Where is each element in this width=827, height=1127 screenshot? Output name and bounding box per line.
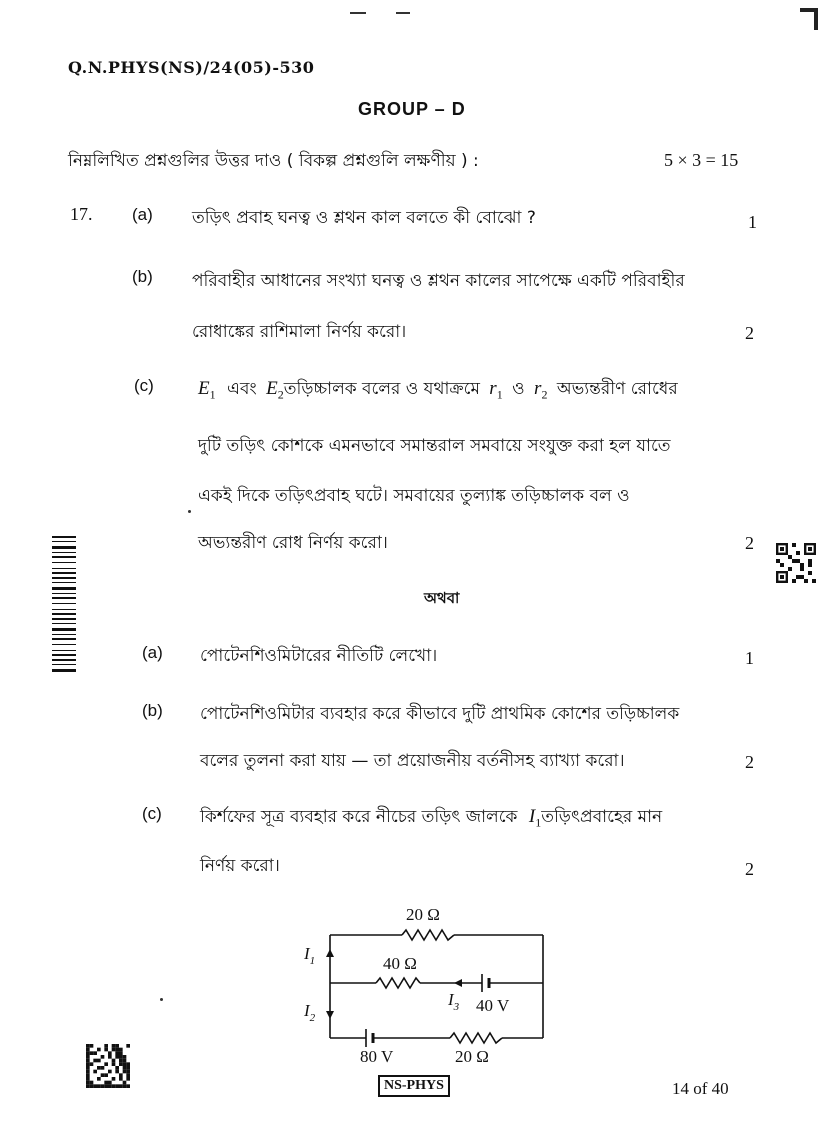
part-label-a: (a) bbox=[132, 205, 153, 224]
part-label-c: (c) bbox=[134, 376, 154, 395]
bottom-resistor-label: 20 Ω bbox=[455, 1047, 489, 1066]
arrow-down-icon bbox=[326, 1011, 334, 1019]
part-b-mark: 2 bbox=[745, 323, 754, 343]
corner-mark bbox=[814, 8, 818, 30]
subject-code-box: NS-PHYS bbox=[378, 1075, 450, 1097]
alt-part-label-b: (b) bbox=[142, 701, 163, 720]
total-marks: 5 × 3 = 15 bbox=[664, 150, 739, 170]
qr-code-icon bbox=[776, 543, 816, 583]
alt-part-c-mark: 2 bbox=[745, 859, 754, 879]
part-c-line3: একই দিকে তড়িৎপ্রবাহ ঘটে। সমবায়ের তুল্যাঙ্ক তড়িচ্চালক বল ও bbox=[198, 486, 630, 506]
part-c-mark: 2 bbox=[745, 533, 754, 553]
part-a-text: তড়িৎ প্রবাহ ঘনত্ব ও শ্লথন কাল বলতে কী বোঝো ? bbox=[192, 208, 536, 228]
current-I2-label: $I_2$ bbox=[304, 1001, 316, 1024]
circuit-diagram bbox=[290, 895, 570, 1075]
top-resistor-label: 20 Ω bbox=[406, 905, 440, 924]
alt-part-c-line1: কির্শফের সূত্র ব্যবহার করে নীচের তড়িৎ জালকে $I_1তড়িৎপ্রবাহের$ মান bbox=[200, 806, 663, 830]
part-c-line2: দুটি তড়িৎ কোশকে এমনভাবে সমান্তরাল সমবায়ে সংযুক্ত করা হল যাতে bbox=[198, 436, 671, 456]
part-c-line4: অভ্যন্তরীণ রোধ নির্ণয় করো। bbox=[198, 533, 388, 553]
arrow-up-icon bbox=[326, 949, 334, 957]
alt-part-a-text: পোটেনশিওমিটারের নীতিটি লেখো। bbox=[200, 646, 438, 666]
alt-part-c-line2: নির্ণয় করো। bbox=[200, 856, 280, 876]
part-b-line1: পরিবাহীর আধানের সংখ্যা ঘনত্ব ও শ্লথন কালের সাপেক্ষে একটি পরিবাহীর bbox=[192, 271, 685, 291]
middle-resistor-label: 40 Ω bbox=[383, 954, 417, 973]
part-b-line2: রোধাঙ্কের রাশিমালা নির্ণয় করো। bbox=[192, 322, 407, 342]
middle-battery-label: 40 V bbox=[476, 996, 510, 1015]
instruction: নিম্নলিখিত প্রশ্নগুলির উত্তর দাও ( বিকল্প প্রশ্নগুলি লক্ষণীয় ) : bbox=[68, 151, 479, 171]
part-a-mark: 1 bbox=[748, 212, 757, 232]
or-label: অথবা bbox=[424, 589, 460, 607]
alt-part-b-line2: বলের তুলনা করা যায় — তা প্রয়োজনীয় বর্তনীসহ ব্যাখ্যা করো। bbox=[200, 751, 625, 771]
bottom-battery-label: 80 V bbox=[360, 1047, 394, 1066]
top-resistor-icon bbox=[402, 930, 454, 940]
alt-part-label-c: (c) bbox=[142, 804, 162, 823]
page-number: 14 of 40 bbox=[672, 1079, 729, 1098]
alt-part-b-line1: পোটেনশিওমিটার ব্যবহার করে কীভাবে দুটি প্রাথমিক কোশের তড়িচ্চালক bbox=[200, 704, 680, 724]
scan-dot bbox=[160, 998, 163, 1001]
data-matrix-icon bbox=[85, 1044, 131, 1088]
alt-part-a-mark: 1 bbox=[745, 648, 754, 668]
paper-code: Q.N.PHYS(NS)/24(05)-530 bbox=[68, 58, 315, 77]
middle-resistor-icon bbox=[376, 978, 420, 988]
bottom-resistor-icon bbox=[450, 1033, 502, 1043]
scan-mark bbox=[350, 12, 366, 14]
current-I1-label: $I_1$ bbox=[304, 944, 316, 967]
current-I3-label: $I_3$ bbox=[448, 990, 460, 1013]
part-label-b: (b) bbox=[132, 267, 153, 286]
group-title: GROUP – D bbox=[358, 99, 466, 119]
arrow-left-icon bbox=[454, 979, 462, 987]
part-c-line1: $E_1$ এবং $E_2তড়িচ্চালক$ বলের ও যথাক্রমে $r_1$ ও $r_2$ অভ্যন্তরীণ রোধের bbox=[198, 378, 678, 402]
alt-part-b-mark: 2 bbox=[745, 752, 754, 772]
scan-mark bbox=[396, 12, 410, 14]
alt-part-label-a: (a) bbox=[142, 643, 163, 662]
question-number: 17. bbox=[70, 204, 93, 224]
scan-dot bbox=[188, 510, 191, 513]
barcode-icon bbox=[52, 536, 76, 674]
